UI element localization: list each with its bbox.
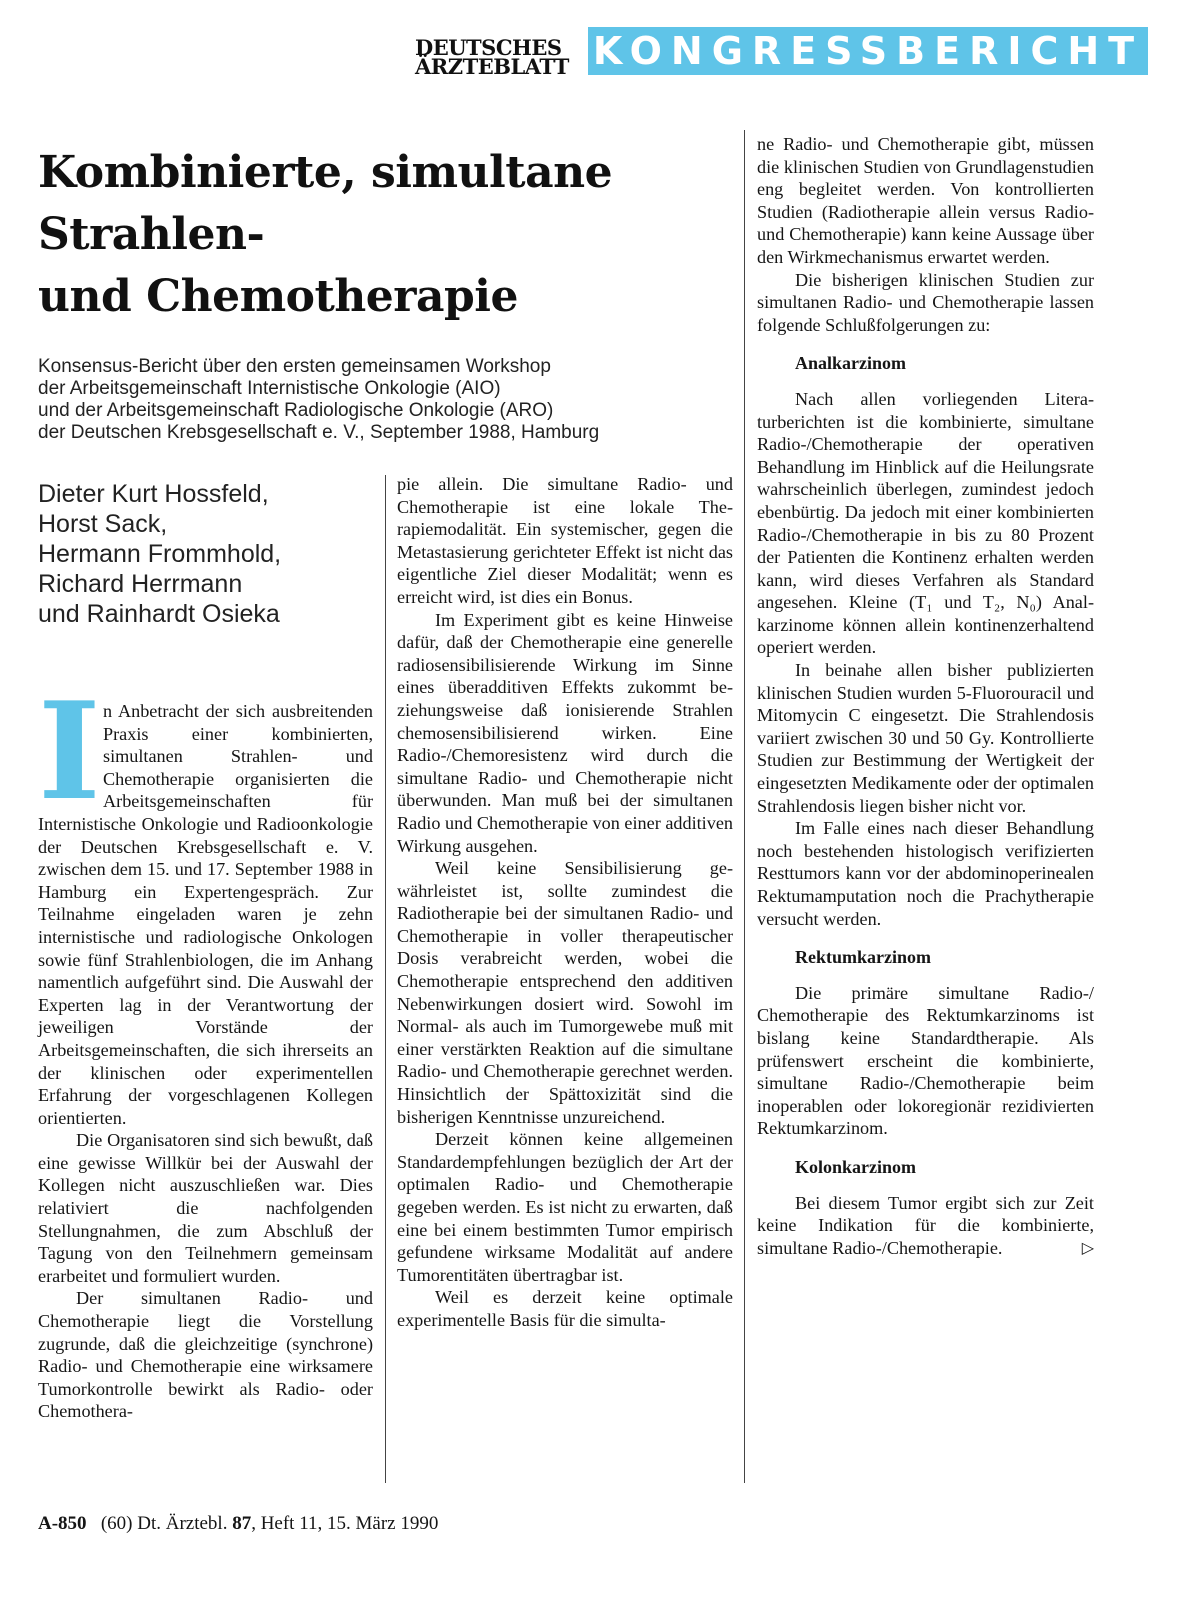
article-title (38, 142, 728, 328)
paragraph: Derzeit können keine allgemeinen Standardempfehlungen bezüglich der Art der optimalen Radio- und Chemotherapie gegeben werden. Es ist nicht zu erwarten, daß eine bei einem bestimmten Tumor empirisch gefundene wirksame Modalität auf andere Tumorentitäten übertragbar ist. (397, 1129, 733, 1285)
subtitle-line-2: der Arbeitsgemeinschaft Internistische Onkologie (AIO) (38, 378, 501, 399)
paragraph: Nach allen vorliegenden Literaturberichten ist die kombinierte, simultane Radio-/Chemotherapie der operativen Behandlung im Hinblick auf die Heilungsrate wahrscheinlich überlegen, zumindest jedoch ebenbürtig. Da jedoch mit einer kombinierten Radio-/Chemotherapie in bis zu 80 Prozent der Patienten die Kontinenz erhalten werden kann, wird dieses Verfahren als Standard angesehen. Kleine (T₁ und T₂, N₀) Analkarzinome können allein kontinenzerhaltend operiert werden. (757, 388, 1094, 658)
page-number: (60) (100, 1513, 133, 1534)
paragraph: Weil keine Sensibilisierung gewährleistet ist, sollte zumindest die Radiotherapie bei der simultanen Radio- und Chemotherapie in voller therapeutischer Dosis verabreicht werden, wobei die Chemotherapie entsprechend den additiven Nebenwirkungen dosiert wird. Sowohl im Normal- als auch im Tumorgewebe muß mit einer verstärkten Reaktion auf die simultane Radio- und Chemotherapie gerechnet werden. Hinsichtlich der Spättoxizität sind die bisherigen Kenntnisse unzureichend. (397, 858, 733, 1127)
paragraph: Im Falle eines nach dieser Behandlung noch bestehenden histologisch verifizierten Resttumors kann vor der abdominoperinealen Rektumamputation noch die Prachytherapie versucht werden. (757, 818, 1094, 929)
subtitle-line-1: Konsensus-Bericht über den ersten gemeinsamen Workshop (38, 356, 551, 377)
author-1: Dieter Kurt Hossfeld, (38, 480, 269, 508)
column-divider-1 (385, 475, 386, 1483)
title-line-2: Strahlen- (38, 209, 265, 260)
paragraph: In beinahe allen bisher publizierten klinischen Studien wurden 5-Fluorouracil und Mitomycin C eingesetzt. Die Strahlendosis variiert zwischen 30 und 50 Gy. Kontrollierte Studien zur Bestimmung der Wertigkeit der eingesetzten Medikamente oder der optimalen Strahlendosis liegen bisher nicht vor. (757, 660, 1094, 816)
drop-cap: I (38, 672, 101, 830)
intro-paragraph (38, 672, 373, 1129)
subtitle-line-3: und der Arbeitsgemeinschaft Radiologische Onkologie (ARO) (38, 400, 554, 421)
section-heading-kolonkarzinom: Kolonkarzinom (795, 1156, 917, 1177)
logo-line-1: DEUTSCHES (415, 35, 562, 60)
last-paragraph-wrapper (757, 1192, 1094, 1260)
journal-abbrev: Dt. Ärztebl. (137, 1513, 228, 1534)
section-banner: KONGRESSBERICHT (588, 27, 1148, 75)
author-4: Richard Herrmann (38, 570, 243, 598)
body-column-1 (38, 672, 373, 1423)
paragraph: Der simultanen Radio- und Chemotherapie liegt die Vorstellung zugrunde, daß die gleichzeitige (synchrone) Radio- und Chemotherapie eine wirksamere Tumorkontrolle bewirkt als Radio- oder Chemothera- (38, 1288, 373, 1422)
continue-arrow-icon: ▷ (1081, 1237, 1094, 1257)
subtitle-line-4: der Deutschen Krebsgesellschaft e. V., September 1988, Hamburg (38, 422, 600, 443)
author-2: Horst Sack, (38, 510, 168, 538)
title-line-1: Kombinierte, simultane (38, 147, 613, 198)
paragraph: Weil es derzeit keine optimale experimentelle Basis für die simulta- (397, 1287, 733, 1330)
paragraph: Die Organisatoren sind sich bewußt, daß eine gewisse Willkür bei der Auswahl der Kollegen nicht auszuschließen war. Dies relativiert die nachfolgenden Stellungnahmen, die zum Abschluß der Tagung von den Teilnehmern gemeinsam erarbeitet und formuliert wurden. (38, 1130, 373, 1286)
title-line-3: und Chemotherapie (38, 271, 518, 322)
page-code: A-850 (38, 1513, 87, 1534)
column-divider-2 (744, 130, 745, 1483)
paragraph: Die primäre simultane Radio-/ Chemotherapie des Rektumkarzinoms ist bislang keine Standardtherapie. Als prüfenswert erscheint die kombinierte, simultane Radio-/Chemotherapie beim inoperablen oder lokoregionär rezidivierten Rektumkarzinom. (757, 982, 1094, 1139)
author-list (38, 479, 388, 629)
paragraph: Die bisherigen klinischen Studien zur simultanen Radio- und Chemotherapie lassen folgende Schlußfolgerungen zu: (757, 269, 1094, 335)
intro-text: n Anbetracht der sich ausbreitenden Praxis einer kombinierten, simultanen Strahlen- und Chemotherapie organisierten die Arbeitsgemeinschaften für Internistische Onkologie und Radioonkologie der Deutschen Krebsgesellschaft e. V. zwischen dem 15. und 17. September 1988 in Hamburg ein Expertengespräch. Zur Teilnahme eingeladen waren je zehn internistische und radiologische Onkologen sowie fünf Strahlenbiologen, die im Anhang namentlich aufgeführt sind. Die Auswahl der Experten lag in der Verantwortung der jeweiligen Vorstände der Arbeitsgemeinschaften, die sich ihrerseits an der klinischen oder experimentellen Erfahrung der vorgeschlagenen Kollegen orientierten. (38, 701, 373, 1128)
journal-logo (415, 35, 585, 79)
issue-date: , Heft 11, 15. März 1990 (251, 1513, 439, 1534)
volume-number: 87 (232, 1513, 252, 1534)
paragraph: Bei diesem Tumor ergibt sich zur Zeit keine Indikation für die kombinierte, simultane Radio-/Chemotherapie. (757, 1192, 1094, 1258)
article-subtitle (38, 356, 738, 444)
logo-line-2: ÄRZTEBLATT (415, 54, 569, 79)
body-column-3 (757, 133, 1094, 1259)
paragraph: Im Experiment gibt es keine Hinweise dafür, daß der Chemotherapie eine generelle radiosensibilisierende Wirkung im Sinne eines überadditiven Effekts zukommt beziehungsweise daß ionisierende Strahlen chemosensibilisierend wirken. Eine Radio-/Chemoresistenz wird durch die simultane Radio- und Chemotherapie nicht überwunden. Man muß bei der simultanen Radio und Chemotherapie von einer additiven Wirkung ausgehen. (397, 609, 733, 856)
paragraph: pie allein. Die simultane Radio- und Chemotherapie ist eine lokale Therapiemodalität. Ein systemischer, gegen die Metastasierung gerichteter Effekt ist nicht das eigentliche Ziel dieser Modalität; wenn es erreicht wird, ist dies ein Bonus. (397, 474, 733, 607)
body-column-2 (397, 473, 733, 1332)
page-footer (38, 1512, 738, 1536)
paragraph: ne Radio- und Chemotherapie gibt, müssen die klinischen Studien von Grundlagenstudien eng begleitet werden. Von kontrollierten Studien (Radiotherapie allein versus Radio- und Chemotherapie) kann keine Aussage über den Wirkmechanismus erwartet werden. (757, 134, 1094, 267)
author-5: und Rainhardt Osieka (38, 600, 280, 628)
section-heading-analkarzinom: Analkarzinom (795, 353, 907, 374)
author-3: Hermann Frommhold, (38, 540, 282, 568)
section-heading-rektumkarzinom: Rektumkarzinom (795, 947, 931, 968)
